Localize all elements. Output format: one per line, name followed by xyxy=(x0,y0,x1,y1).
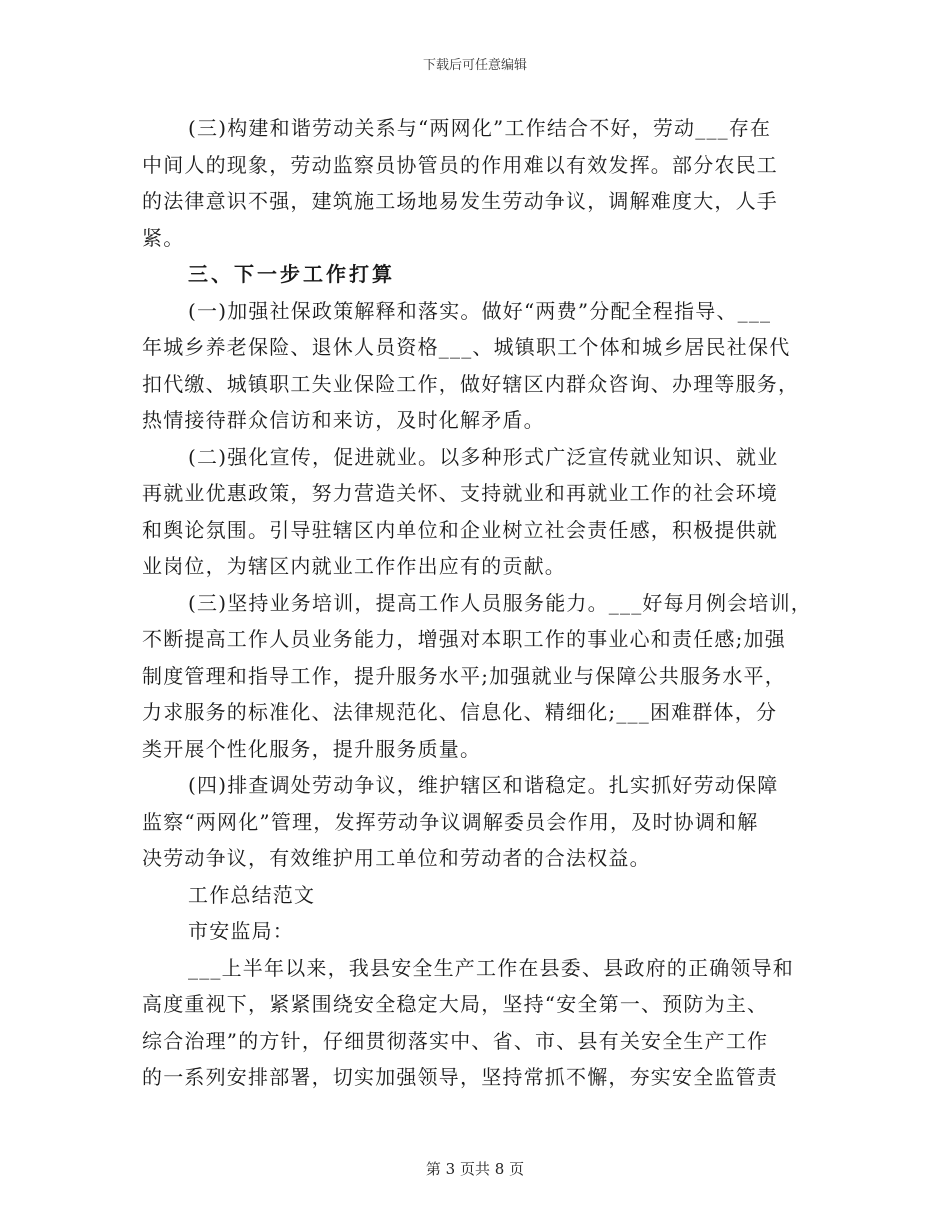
paragraph-safety-production xyxy=(142,950,814,1096)
text-line: 高度重视下，紧紧围绕安全稳定大局，坚持“安全第一、预防为主、 xyxy=(142,992,769,1016)
paragraph-employment-promotion xyxy=(142,439,814,585)
text-line: 年城乡养老保险、退休人员资格___、城镇职工个体和城乡居民社保代 xyxy=(142,335,791,359)
text-line: 扣代缴、城镇职工失业保险工作，做好辖区内群众咨询、办理等服务， xyxy=(142,371,800,396)
paragraph-labor-relations xyxy=(142,110,814,256)
text-line: 力求服务的标准化、法律规范化、信息化、精细化;___困难群体，分 xyxy=(142,700,778,724)
section-heading: 三、下一步工作打算 xyxy=(188,262,395,286)
text-line: (三)构建和谐劳动关系与“两网化”工作结合不好，劳动___存在 xyxy=(188,116,772,140)
document-body xyxy=(142,110,814,1096)
text-line: 热情接待群众信访和来访，及时化解矛盾。 xyxy=(142,408,545,432)
text-line: 不断提高工作人员业务能力，增强对本职工作的事业心和责任感;加强 xyxy=(142,627,786,651)
text-line: (三)坚持业务培训，提高工作人员服务能力。___好每月例会培训， xyxy=(188,590,813,615)
text-line: 再就业优惠政策，努力营造关怀、支持就业和再就业工作的社会环境 xyxy=(142,481,778,505)
text-line: 中间人的现象，劳动监察员协管员的作用难以有效发挥。部分农民工 xyxy=(142,152,778,177)
document-subtitle: 工作总结范文 xyxy=(188,882,316,907)
text-line: (二)强化宣传，促进就业。以多种形式广泛宣传就业知识、就业 xyxy=(188,444,779,469)
text-line: 业岗位，为辖区内就业工作作出应有的贡献。 xyxy=(142,554,566,578)
text-line: (一)加强社保政策解释和落实。做好“两费”分配全程指导、___ xyxy=(188,298,772,323)
paragraph-business-training xyxy=(142,585,814,768)
text-line: ___上半年以来，我县安全生产工作在县委、县政府的正确领导和 xyxy=(188,955,794,980)
text-line: 的一系列安排部署，切实加强领导，坚持常抓不懈，夯实安全监管责 xyxy=(142,1065,778,1089)
page-number: 第 3 页共 8 页 xyxy=(425,1160,525,1178)
salutation-line: 市安监局： xyxy=(188,919,294,943)
text-line: 的法律意识不强，建筑施工场地易发生劳动争议，调解难度大，人手 xyxy=(142,189,778,213)
section-heading-next-steps xyxy=(142,256,814,293)
text-line: (四)排查调处劳动争议，维护辖区和谐稳定。扎实抓好劳动保障 xyxy=(188,773,779,797)
salutation xyxy=(142,913,814,950)
text-line: 和舆论氛围。引导驻辖区内单位和企业树立社会责任感，积极提供就 xyxy=(142,517,778,542)
text-line: 综合治理”的方针，仔细贯彻落实中、省、市、县有关安全生产工作 xyxy=(142,1028,769,1053)
text-line: 决劳动争议，有效维护用工单位和劳动者的合法权益。 xyxy=(142,846,651,870)
text-line: 紧。 xyxy=(142,225,185,250)
text-line: 类开展个性化服务，提升服务质量。 xyxy=(142,736,482,761)
text-line: 制度管理和指导工作，提升服务水平;加强就业与保障公共服务水平， xyxy=(142,663,786,688)
subtitle-work-summary xyxy=(142,877,814,914)
page-header-note: 下载后可任意编辑 xyxy=(422,58,527,73)
paragraph-labor-disputes xyxy=(142,767,814,877)
paragraph-social-security xyxy=(142,293,814,439)
text-line: 监察“两网化”管理，发挥劳动争议调解委员会作用，及时协调和解 xyxy=(142,809,759,834)
